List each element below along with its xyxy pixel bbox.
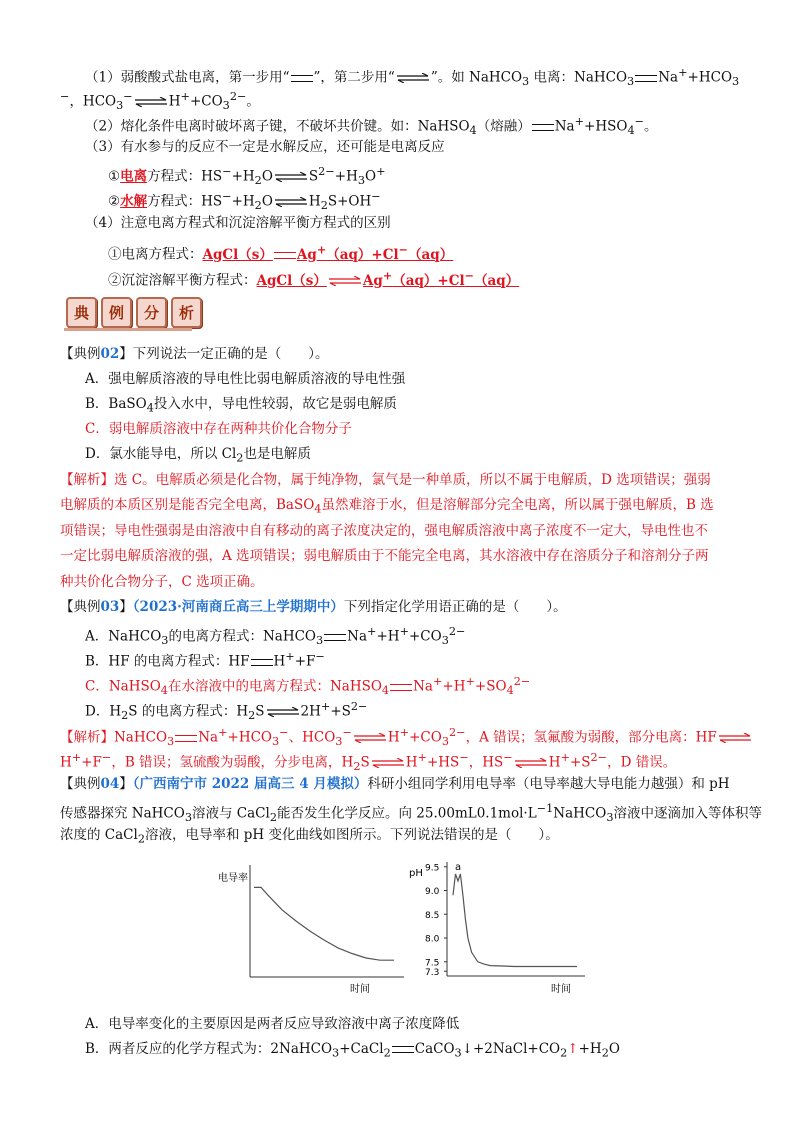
equals-arrow-icon: [251, 659, 273, 666]
y-tick-label: 9.0: [425, 887, 440, 897]
note-1-line1: （1）弱酸酸式盐电离，第一步用“ ”，第二步用“ ”。如 NaHCO$_3$ 电离：NaHCO$_3$ $Na^++HCO_3$: [85, 66, 740, 89]
reversible-arrow-icon: [134, 97, 168, 107]
note-4: （4）注意电离方程式和沉淀溶解平衡方程式的区别: [85, 215, 391, 231]
equals-arrow-icon: [274, 252, 296, 259]
example-04-question-1: 【典例04】（广西南宁市 2022 届高三 4 月模拟）科研小组同学利用电导率（电导率越大导电能力越强）和 pH: [60, 776, 730, 792]
y-tick-label: 8.0: [425, 934, 440, 945]
note-4-1: ①电离方程式：AgCl（s） Ag+（aq）+Cl−（aq）: [108, 242, 454, 263]
example-02-option-c: C．弱电解质溶液中存在两种共价化合物分子: [85, 421, 352, 437]
example-04-option-a: A．电导率变化的主要原因是两者反应导致溶液中离子浓度降低: [85, 1016, 460, 1032]
example-03-option-d: D．$H_2S$ 的电离方程式：$H_2S$ $2H^++S^{2-}$: [85, 700, 368, 723]
example-04-question-2: 传感器探究 NaHCO$_3$溶液与 CaCl$_2$能否发生化学反应。向 $25.00mL0.1mol\cdot L^{-1}NaHCO_3$溶液中逐滴加入等体积等: [60, 802, 762, 825]
y-tick-label: 8.5: [425, 910, 440, 921]
y-axis-label-line1: 电导率: [218, 873, 248, 884]
example-03-option-a: A．NaHCO$_3$的电离方程式：NaHCO$_3$ $Na^++H^++CO_3^{2-}$: [85, 625, 466, 648]
note-3-2: ②水解方程式：$HS^-+H_2O$ $H_2S+OH^-$: [108, 190, 381, 213]
example-03-option-b: B．HF 的电离方程式：HF H++F−: [85, 650, 325, 670]
banner-char: 分: [136, 297, 167, 328]
example-02-answer-1: 【解析】选 C。电解质必须是化合物，属于纯净物，氯气是一种单质，所以不属于电解质，D 选项错误；强弱: [60, 472, 711, 488]
equals-arrow-icon: [635, 75, 657, 82]
banner-char: 例: [101, 297, 132, 328]
example-03-option-c: C．NaHSO$_4$在水溶液中的电离方程式：NaHSO$_4$ $Na^++H^++SO_4^{2-}$: [85, 675, 531, 698]
reversible-arrow-icon: [274, 197, 308, 207]
equals-arrow-icon: [392, 1046, 414, 1053]
conductivity-series-line: [254, 887, 394, 960]
equals-arrow-icon: [175, 735, 197, 742]
equals-arrow-icon: [324, 634, 346, 641]
example-02-answer-2: 电解质的本质区别是能否完全电离，BaSO$_4$虽然难溶于水，但是溶解部分完全电离，所以属于强电解质，B 选: [60, 497, 714, 516]
reversible-arrow-icon: [274, 172, 308, 182]
reversible-arrow-icon: [371, 758, 405, 768]
example-02-answer-3: 项错误；导电性强弱是由溶液中自有移动的离子浓度决定的，强电解质溶液中离子浓度不一定大，导电性也不: [60, 523, 708, 539]
y-tick-label: 7.3: [425, 967, 440, 978]
equals-arrow-icon: [390, 684, 412, 691]
example-03-answer-1: 【解析】NaHCO$_3$ $Na^++HCO_3^-$、$HCO_3^-$ $H^++CO_3^{2-}$，A 错误；氢氟酸为弱酸，部分电离：HF: [60, 724, 753, 751]
y-tick-label: 9.5: [425, 863, 440, 874]
section-banner: [66, 297, 202, 328]
example-03-question: 【典例03】（2023·河南商丘高三上学期期中）下列指定化学用语正确的是（ ）。: [60, 599, 567, 615]
example-04-option-b: B．两者反应的化学方程式为：2NaHCO$_3$+CaCl$_2$ $CaCO_3↓+2NaCl+CO_2↑+H_2O$: [85, 1041, 620, 1060]
note-1-line2: −，$HCO_3^-$ $H^++CO_3^{2-}$。: [60, 90, 260, 113]
equals-arrow-icon: [291, 75, 313, 82]
ph-chart: [405, 852, 595, 1000]
x-axis-label: 时间: [551, 984, 571, 995]
y-tick-label: 7.5: [425, 958, 440, 969]
example-02-option-d: D．氯水能导电，所以 $Cl_2$也是电解质: [85, 446, 311, 465]
reversible-arrow-icon: [718, 733, 752, 743]
reversible-arrow-icon: [353, 733, 387, 743]
note-3: （3）有水参与的反应不一定是水解反应，还可能是电离反应: [85, 139, 445, 155]
example-02-answer-5: 种共价化合物分子，C 选项正确。: [60, 574, 264, 590]
example-03-answer-2: H++F−，B 错误；氢硫酸为弱酸，分步电离，$H_2S$ H++HS−，HS− $H^++S^{2-}$，D 错误。: [60, 751, 677, 774]
note-2: （2）熔化条件电离时破坏离子键，不破坏共价键。如：NaHSO$_4$（熔融） $Na^++HSO_4^-$。: [85, 115, 658, 138]
reversible-arrow-icon: [266, 707, 300, 717]
ph-series-line: [453, 874, 577, 967]
note-3-1: ①电离方程式：$HS^-+H_2O$ $S^{2-}+H_3O^+$: [108, 165, 386, 188]
y-tick-labels: [425, 863, 447, 978]
reversible-arrow-icon: [514, 758, 548, 768]
reversible-arrow-icon: [396, 73, 430, 83]
y-axis-label: pH: [409, 868, 423, 879]
banner-underline: [64, 328, 192, 331]
peak-annotation: a: [455, 862, 462, 873]
note-4-2: ②沉淀溶解平衡方程式：AgCl（s） Ag+（aq）+Cl−（aq）: [108, 268, 520, 289]
example-04-question-3: 浓度的 CaCl$_2$溶液，电导率和 pH 变化曲线如图所示。下列说法错误的是（ ）。: [60, 827, 559, 846]
conductivity-chart: [212, 855, 412, 995]
reversible-arrow-icon: [328, 276, 362, 286]
example-02-option-a: A．强电解质溶液的导电性比弱电解质溶液的导电性强: [85, 371, 406, 387]
example-02-option-b: B．BaSO$_4$投入水中，导电性较弱，故它是弱电解质: [85, 396, 397, 415]
equals-arrow-icon: [532, 124, 554, 131]
x-axis-label: 时间: [350, 984, 370, 995]
banner-char: 析: [171, 297, 202, 328]
banner-char: 典: [66, 297, 97, 328]
example-02-question: 【典例02】下列说法一定正确的是（ ）。: [60, 346, 329, 362]
example-02-answer-4: 一定比弱电解质溶液的强，A 选项错误；弱电解质由于不能完全电离，其水溶液中存在溶质分子和溶剂分子两: [60, 548, 709, 564]
